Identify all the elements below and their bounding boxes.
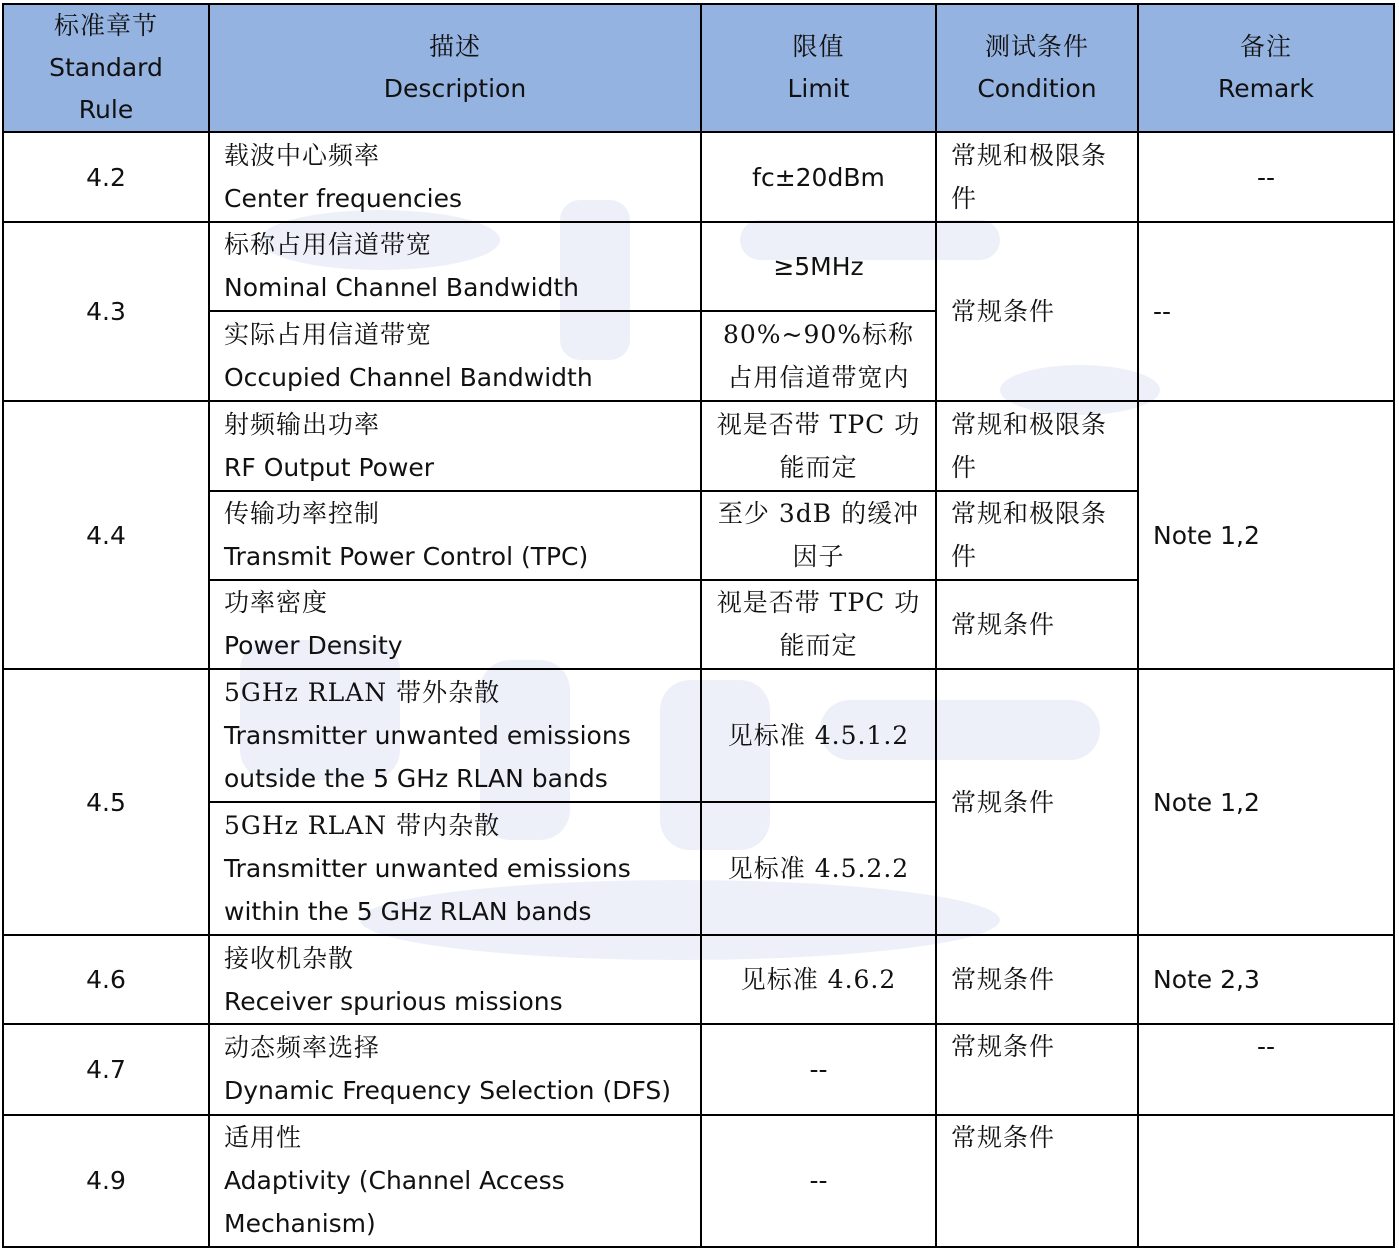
limit-cell: 见标准 4.6.2	[701, 935, 936, 1024]
condition-cell: 常规条件	[936, 1115, 1138, 1248]
condition-cell	[936, 132, 1138, 221]
description-cell	[209, 580, 701, 669]
description-cell	[209, 491, 701, 580]
limit-line: 至少 3dB 的缓冲	[717, 499, 920, 529]
limit-cell: --	[701, 1115, 936, 1248]
table-row	[3, 935, 1394, 1024]
header-remark-en: Remark	[1217, 74, 1315, 104]
description-zh: 射频输出功率	[224, 409, 381, 439]
condition-cell: 常规条件	[936, 222, 1138, 402]
header-remark-zh: 备注	[1239, 32, 1292, 62]
rule-cell: 4.9	[3, 1115, 209, 1248]
header-limit	[701, 4, 936, 132]
description-en: Mechanism)	[224, 1209, 376, 1239]
limit-line: 占用信道带宽内	[727, 363, 910, 393]
header-limit-en: Limit	[787, 74, 850, 104]
header-description-en: Description	[383, 74, 527, 104]
remark-cell: Note 1,2	[1138, 669, 1394, 935]
description-en: Center frequencies	[224, 184, 463, 214]
description-en: Transmitter unwanted emissions	[224, 853, 631, 883]
remark-cell: --	[1138, 132, 1394, 221]
limit-line: 视是否带 TPC 功	[716, 409, 921, 439]
remark-cell: --	[1138, 222, 1394, 402]
header-description-zh: 描述	[428, 32, 481, 62]
header-rule-en2: Rule	[78, 95, 134, 125]
description-en: Adaptivity (Channel Access	[224, 1166, 565, 1196]
remark-cell: --	[1138, 1024, 1394, 1114]
table-row	[3, 1024, 1394, 1114]
description-en: Dynamic Frequency Selection (DFS)	[224, 1076, 672, 1106]
header-rule-zh: 标准章节	[53, 11, 158, 41]
limit-cell	[701, 401, 936, 490]
limit-cell	[701, 491, 936, 580]
description-zh: 5GHz RLAN 带内杂散	[224, 810, 501, 840]
description-zh: 实际占用信道带宽	[224, 320, 433, 350]
header-condition-zh: 测试条件	[984, 32, 1089, 62]
description-zh: 传输功率控制	[224, 499, 381, 529]
condition-cell: 常规条件	[936, 580, 1138, 669]
limit-cell: ≥5MHz	[701, 222, 936, 311]
limit-line: 视是否带 TPC 功	[716, 588, 921, 618]
description-zh: 功率密度	[224, 588, 329, 618]
description-cell	[209, 401, 701, 490]
limit-line: 80%~90%标称	[722, 320, 915, 350]
description-zh: 载波中心频率	[224, 141, 381, 171]
rule-cell: 4.5	[3, 669, 209, 935]
description-cell	[209, 222, 701, 311]
description-en: within the 5 GHz RLAN bands	[224, 896, 592, 926]
condition-line: 常规和极限条	[951, 141, 1108, 171]
condition-line: 件	[951, 184, 978, 214]
header-limit-zh: 限值	[792, 32, 845, 62]
description-en: Nominal Channel Bandwidth	[224, 273, 580, 303]
remark-cell: Note 1,2	[1138, 401, 1394, 669]
rule-cell: 4.7	[3, 1024, 209, 1114]
limit-cell: fc±20dBm	[701, 132, 936, 221]
limit-cell: 见标准 4.5.1.2	[701, 669, 936, 801]
header-condition-en: Condition	[977, 74, 1097, 104]
rule-cell: 4.2	[3, 132, 209, 221]
table-row	[3, 222, 1394, 311]
spec-table	[2, 3, 1395, 1248]
description-en: Occupied Channel Bandwidth	[224, 363, 593, 393]
header-rule-en1: Standard	[49, 53, 163, 83]
limit-line: 能而定	[779, 631, 858, 661]
limit-cell: 见标准 4.5.2.2	[701, 802, 936, 935]
description-cell	[209, 669, 701, 801]
header-remark	[1138, 4, 1394, 132]
header-row	[3, 4, 1394, 132]
description-cell	[209, 1024, 701, 1114]
description-zh: 适用性	[224, 1123, 303, 1153]
description-zh: 标称占用信道带宽	[224, 230, 433, 260]
description-cell	[209, 311, 701, 401]
condition-cell: 常规条件	[936, 935, 1138, 1024]
description-cell	[209, 1115, 701, 1248]
description-en: outside the 5 GHz RLAN bands	[224, 763, 608, 793]
description-cell	[209, 132, 701, 221]
table-row	[3, 1115, 1394, 1248]
table-row	[3, 132, 1394, 221]
limit-cell	[701, 580, 936, 669]
condition-cell: 常规条件	[936, 669, 1138, 935]
description-zh: 动态频率选择	[224, 1033, 381, 1063]
description-en: Power Density	[224, 631, 403, 661]
description-en: RF Output Power	[224, 452, 435, 482]
condition-cell	[936, 491, 1138, 580]
header-condition	[936, 4, 1138, 132]
limit-cell	[701, 311, 936, 401]
limit-line: 能而定	[779, 452, 858, 482]
table-row	[3, 401, 1394, 490]
remark-cell: Note 2,3	[1138, 935, 1394, 1024]
condition-line: 常规和极限条	[951, 499, 1108, 529]
table-row	[3, 669, 1394, 801]
rule-cell: 4.3	[3, 222, 209, 402]
rule-cell: 4.4	[3, 401, 209, 669]
description-cell	[209, 802, 701, 935]
description-zh: 5GHz RLAN 带外杂散	[224, 677, 501, 707]
description-en: Transmit Power Control (TPC)	[224, 542, 589, 572]
rule-cell: 4.6	[3, 935, 209, 1024]
limit-line: 因子	[792, 542, 845, 572]
condition-cell	[936, 401, 1138, 490]
condition-line: 件	[951, 452, 978, 482]
description-cell	[209, 935, 701, 1024]
condition-line: 件	[951, 542, 978, 572]
remark-cell	[1138, 1115, 1394, 1248]
condition-line: 常规和极限条	[951, 409, 1108, 439]
header-rule	[3, 4, 209, 132]
limit-cell: --	[701, 1024, 936, 1114]
condition-cell: 常规条件	[936, 1024, 1138, 1114]
description-en: Transmitter unwanted emissions	[224, 720, 631, 750]
description-en: Receiver spurious missions	[224, 986, 563, 1016]
description-zh: 接收机杂散	[224, 943, 355, 973]
header-description	[209, 4, 701, 132]
